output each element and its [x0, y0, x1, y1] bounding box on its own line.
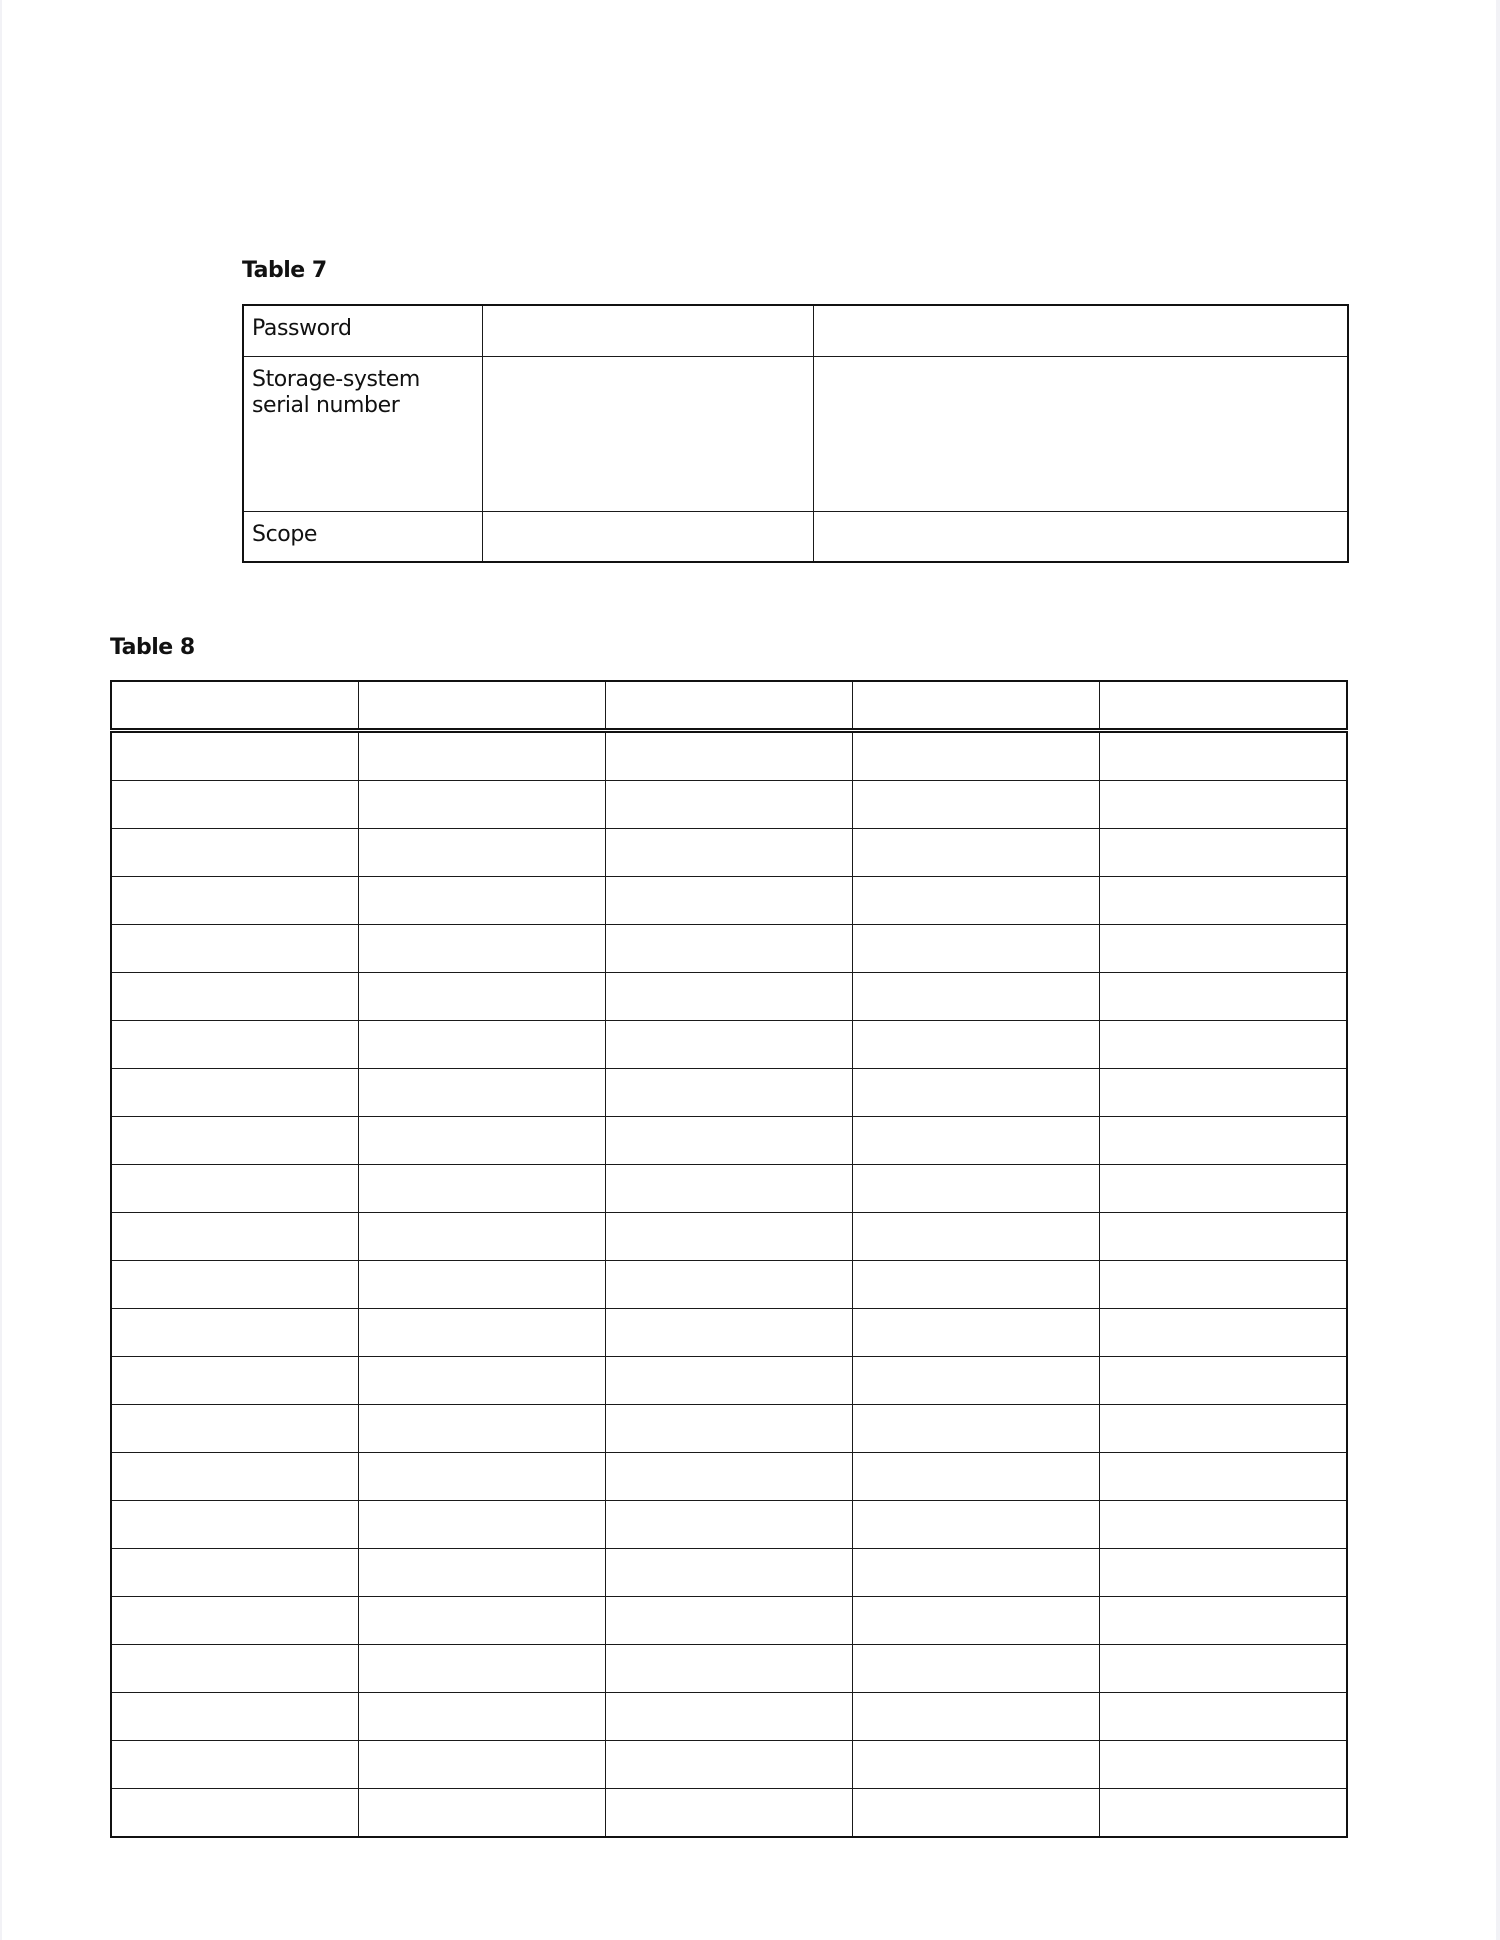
table8-cell[interactable]	[605, 877, 852, 925]
table8-cell[interactable]	[358, 1117, 605, 1165]
table7	[242, 304, 1349, 563]
table8-cell[interactable]	[1100, 1405, 1347, 1453]
table8-cell[interactable]	[111, 1261, 358, 1309]
table8-row	[111, 1213, 1347, 1261]
table8-header-row	[111, 681, 1347, 731]
table8	[110, 680, 1348, 1838]
table8-cell[interactable]	[605, 731, 852, 781]
table8-cell[interactable]	[605, 1453, 852, 1501]
table8-caption: Table 8	[110, 635, 195, 660]
table8-cell[interactable]	[605, 1501, 852, 1549]
table8-cell[interactable]	[358, 925, 605, 973]
table8-row	[111, 731, 1347, 781]
table8-cell[interactable]	[358, 1501, 605, 1549]
table8-row	[111, 1549, 1347, 1597]
table8-row	[111, 1117, 1347, 1165]
table8-cell[interactable]	[111, 1693, 358, 1741]
table8-cell[interactable]	[111, 1645, 358, 1693]
table8-row	[111, 1693, 1347, 1741]
table8-cell[interactable]	[853, 1021, 1100, 1069]
table8-cell[interactable]	[853, 877, 1100, 925]
table8-header-cell[interactable]	[111, 681, 358, 731]
table8-cell[interactable]	[1100, 1501, 1347, 1549]
table8-cell[interactable]	[1100, 1357, 1347, 1405]
table8-cell[interactable]	[853, 731, 1100, 781]
table8-cell[interactable]	[111, 731, 358, 781]
table8-cell[interactable]	[853, 1309, 1100, 1357]
table8-cell[interactable]	[853, 1261, 1100, 1309]
table8-cell[interactable]	[605, 781, 852, 829]
table8-cell[interactable]	[605, 1645, 852, 1693]
table8-cell[interactable]	[853, 1693, 1100, 1741]
table8-cell[interactable]	[853, 829, 1100, 877]
table8-row	[111, 1789, 1347, 1838]
table8-cell[interactable]	[1100, 973, 1347, 1021]
table8-cell[interactable]	[853, 1549, 1100, 1597]
table8-cell[interactable]	[605, 973, 852, 1021]
table8-cell[interactable]	[358, 781, 605, 829]
table8-header-cell[interactable]	[358, 681, 605, 731]
table8-row	[111, 925, 1347, 973]
table7-cell[interactable]	[482, 511, 813, 562]
table8-cell[interactable]	[358, 1741, 605, 1789]
table7-row	[243, 511, 1348, 562]
table8-cell[interactable]	[853, 1213, 1100, 1261]
table8-cell[interactable]	[358, 1021, 605, 1069]
table8-cell[interactable]	[1100, 1309, 1347, 1357]
table8-cell[interactable]	[1100, 925, 1347, 973]
table8-cell[interactable]	[1100, 1549, 1347, 1597]
table8-cell[interactable]	[1100, 731, 1347, 781]
table8-cell[interactable]	[358, 973, 605, 1021]
table7-caption: Table 7	[242, 258, 327, 283]
table8-cell[interactable]	[111, 1213, 358, 1261]
table8-cell[interactable]	[605, 1357, 852, 1405]
table8-cell[interactable]	[853, 1357, 1100, 1405]
table8-body	[111, 731, 1347, 1838]
table8-row	[111, 1645, 1347, 1693]
table8-cell[interactable]	[853, 1789, 1100, 1838]
table8-cell[interactable]	[605, 1021, 852, 1069]
table8-cell[interactable]	[1100, 1069, 1347, 1117]
table8-cell[interactable]	[111, 1741, 358, 1789]
table8-cell[interactable]	[605, 925, 852, 973]
table8-cell[interactable]	[111, 1597, 358, 1645]
table8-cell[interactable]	[111, 925, 358, 973]
table7-cell[interactable]	[813, 356, 1348, 511]
table7-label-password: Password	[243, 305, 482, 356]
table8-row	[111, 973, 1347, 1021]
table8-cell[interactable]	[111, 1549, 358, 1597]
table8-cell[interactable]	[605, 1165, 852, 1213]
table8-row	[111, 1501, 1347, 1549]
table8-row	[111, 1741, 1347, 1789]
table8-row	[111, 1405, 1347, 1453]
table8-cell[interactable]	[853, 781, 1100, 829]
table8-cell[interactable]	[1100, 1165, 1347, 1213]
table8-cell[interactable]	[605, 1261, 852, 1309]
table8-cell[interactable]	[605, 1309, 852, 1357]
table7-cell[interactable]	[813, 305, 1348, 356]
table8-cell[interactable]	[605, 1117, 852, 1165]
table8-cell[interactable]	[111, 1117, 358, 1165]
table7-label-serial-number: Storage-system serial number	[243, 356, 482, 511]
table7-label-scope: Scope	[243, 511, 482, 562]
table8-cell[interactable]	[853, 1117, 1100, 1165]
table8-cell[interactable]	[111, 1789, 358, 1838]
table8-cell[interactable]	[111, 1309, 358, 1357]
table8-cell[interactable]	[605, 1549, 852, 1597]
table8-row	[111, 877, 1347, 925]
table8-cell[interactable]	[853, 1597, 1100, 1645]
table7-row	[243, 356, 1348, 511]
table8-cell[interactable]	[358, 731, 605, 781]
table8-cell[interactable]	[111, 1405, 358, 1453]
table8-cell[interactable]	[358, 1645, 605, 1693]
table8-cell[interactable]	[1100, 1789, 1347, 1838]
table8-cell[interactable]	[853, 1645, 1100, 1693]
table8-cell[interactable]	[853, 1069, 1100, 1117]
table8-cell[interactable]	[605, 1405, 852, 1453]
table8-cell[interactable]	[111, 877, 358, 925]
table8-cell[interactable]	[358, 1213, 605, 1261]
table8-cell[interactable]	[605, 1213, 852, 1261]
table8-cell[interactable]	[111, 1165, 358, 1213]
table8-cell[interactable]	[1100, 1597, 1347, 1645]
table8-cell[interactable]	[605, 829, 852, 877]
table8-cell[interactable]	[605, 1069, 852, 1117]
table8-cell[interactable]	[358, 1405, 605, 1453]
table8-cell[interactable]	[1100, 1453, 1347, 1501]
table8-cell[interactable]	[605, 1789, 852, 1838]
table7-cell[interactable]	[482, 356, 813, 511]
table8-cell[interactable]	[1100, 877, 1347, 925]
document-page	[2, 0, 1496, 1940]
table8-cell[interactable]	[853, 1741, 1100, 1789]
table8-cell[interactable]	[358, 1357, 605, 1405]
table8-cell[interactable]	[358, 877, 605, 925]
table8-cell[interactable]	[1100, 1693, 1347, 1741]
table8-cell[interactable]	[358, 1165, 605, 1213]
table7-row	[243, 305, 1348, 356]
table8-cell[interactable]	[1100, 1741, 1347, 1789]
table8-cell[interactable]	[358, 1069, 605, 1117]
table8-row	[111, 781, 1347, 829]
table8-cell[interactable]	[111, 781, 358, 829]
table8-row	[111, 1309, 1347, 1357]
table8-cell[interactable]	[358, 1789, 605, 1838]
table8-cell[interactable]	[358, 1453, 605, 1501]
table8-cell[interactable]	[1100, 1261, 1347, 1309]
table8-cell[interactable]	[111, 1069, 358, 1117]
table8-cell[interactable]	[111, 1021, 358, 1069]
table8-cell[interactable]	[605, 1597, 852, 1645]
table8-cell[interactable]	[111, 1501, 358, 1549]
table8-cell[interactable]	[358, 1549, 605, 1597]
table8-cell[interactable]	[111, 829, 358, 877]
table8-cell[interactable]	[1100, 1645, 1347, 1693]
table8-cell[interactable]	[358, 1693, 605, 1741]
table8-row	[111, 1597, 1347, 1645]
table8-row	[111, 1261, 1347, 1309]
table8-cell[interactable]	[853, 925, 1100, 973]
table8-cell[interactable]	[358, 1597, 605, 1645]
table8-cell[interactable]	[853, 1405, 1100, 1453]
table8-cell[interactable]	[1100, 1021, 1347, 1069]
table8-row	[111, 829, 1347, 877]
table8-row	[111, 1021, 1347, 1069]
table8-cell[interactable]	[358, 1261, 605, 1309]
table8-cell[interactable]	[853, 1501, 1100, 1549]
table8-cell[interactable]	[111, 973, 358, 1021]
table8-header-cell[interactable]	[605, 681, 852, 731]
table7-cell[interactable]	[482, 305, 813, 356]
table8-cell[interactable]	[358, 829, 605, 877]
table8-cell[interactable]	[111, 1453, 358, 1501]
table8-cell[interactable]	[605, 1693, 852, 1741]
table8-cell[interactable]	[1100, 781, 1347, 829]
table8-cell[interactable]	[1100, 829, 1347, 877]
table8-header-cell[interactable]	[1100, 681, 1347, 731]
table8-row	[111, 1357, 1347, 1405]
table8-row	[111, 1453, 1347, 1501]
table8-row	[111, 1165, 1347, 1213]
table8-cell[interactable]	[358, 1309, 605, 1357]
table8-cell[interactable]	[853, 1453, 1100, 1501]
table8-row	[111, 1069, 1347, 1117]
table8-cell[interactable]	[605, 1741, 852, 1789]
table7-cell[interactable]	[813, 511, 1348, 562]
table8-cell[interactable]	[1100, 1213, 1347, 1261]
table8-cell[interactable]	[111, 1357, 358, 1405]
table8-cell[interactable]	[853, 973, 1100, 1021]
table8-cell[interactable]	[853, 1165, 1100, 1213]
table8-cell[interactable]	[1100, 1117, 1347, 1165]
table8-header-cell[interactable]	[853, 681, 1100, 731]
